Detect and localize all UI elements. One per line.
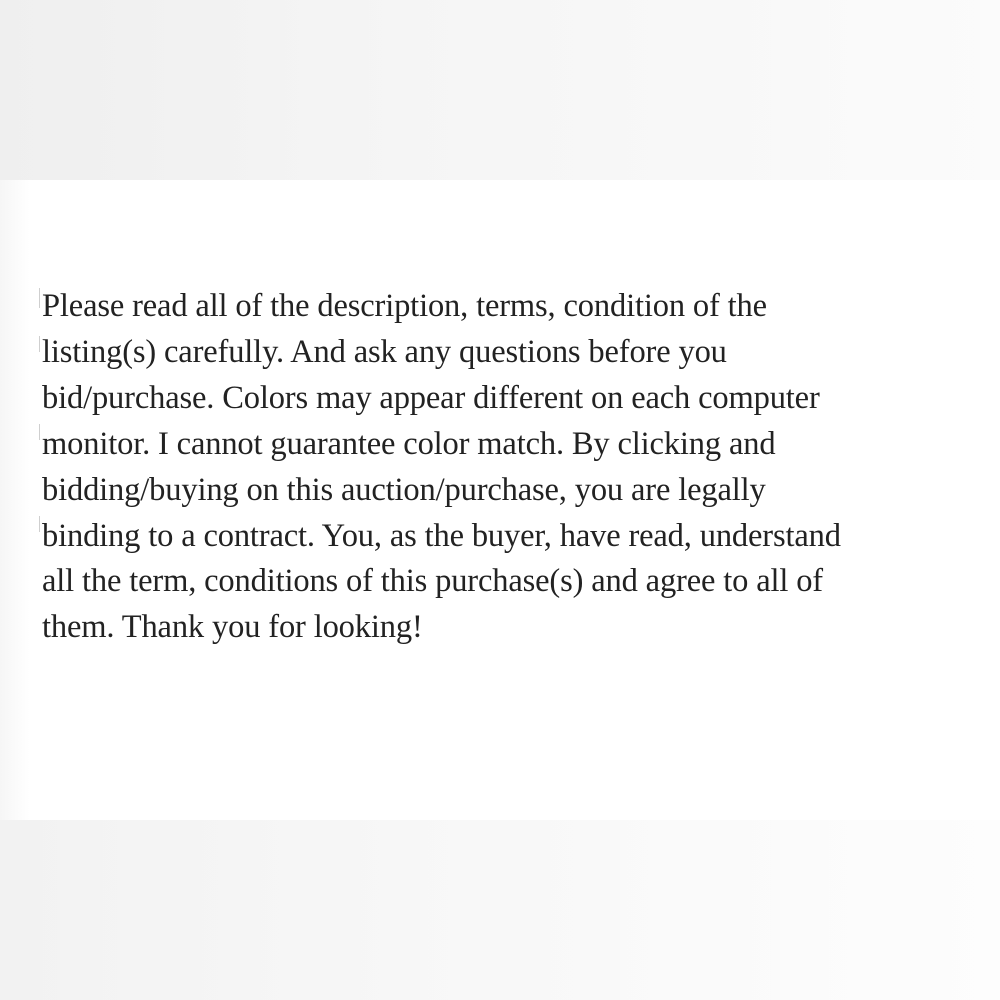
terms-line: them. Thank you for looking!	[42, 609, 423, 646]
bottom-background-band	[0, 820, 1000, 1000]
terms-line: Please read all of the description, terms, condition of the	[42, 288, 767, 324]
terms-paragraph	[42, 284, 972, 651]
top-background-band	[0, 0, 1000, 180]
text-edge-mark	[39, 336, 40, 352]
terms-line: all the term, conditions of this purchase(s) and agree to all of	[42, 563, 823, 600]
terms-line: listing(s) carefully. And ask any questions before you	[42, 333, 727, 370]
terms-line: monitor. I cannot guarantee color match. By clicking and	[42, 425, 776, 462]
terms-line: binding to a contract. You, as the buyer, have read, understand	[42, 517, 841, 554]
text-edge-mark	[39, 516, 40, 532]
terms-line: bidding/buying on this auction/purchase, you are legally	[42, 471, 766, 508]
document-panel	[0, 180, 1000, 820]
terms-line: bid/purchase. Colors may appear different on each computer	[42, 379, 820, 416]
text-edge-mark	[39, 288, 40, 308]
text-edge-mark	[39, 424, 40, 440]
